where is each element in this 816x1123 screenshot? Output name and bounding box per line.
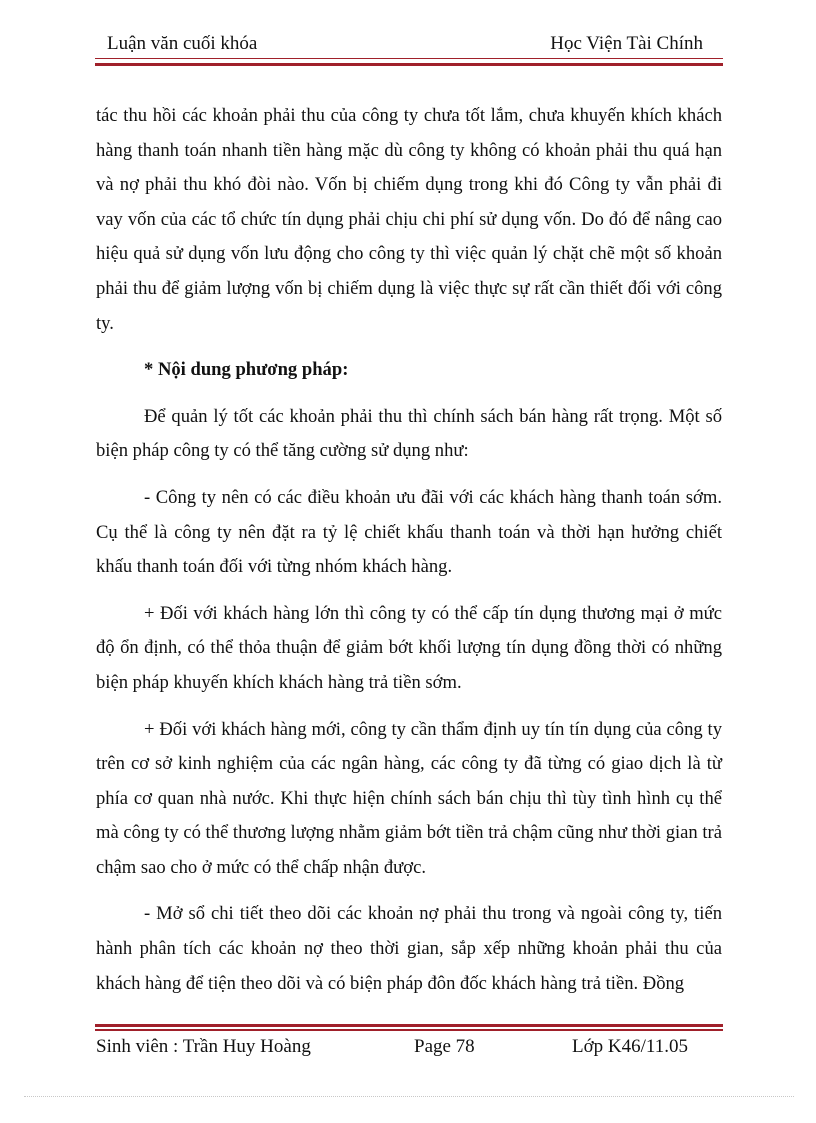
footer-rule-thick [95,1024,723,1027]
page-header [95,30,723,56]
paragraph-new-customers: + Đối với khách hàng mới, công ty cần thẩm định uy tín tín dụng của công ty trên cơ sở kinh nghiệm của các ngân hàng, các công ty đã từng có giao dịch là từ phía cơ quan nhà nước. Khi thực hiện chính sách bán chịu thì tùy tình hình cụ thể mà công ty có thể thương lượng nhằm giảm bớt tiền trả chậm cũng như thời gian trả chậm sao cho ở mức có thể chấp nhận được. [96,718,722,878]
page-bottom-edge [24,1096,794,1097]
paragraph-continuation: tác thu hồi các khoản phải thu của công ty chưa tốt lắm, chưa khuyến khích khách hàng thanh toán nhanh tiền hàng mặc dù công ty không có khoản phải thu quá hạn và nợ phải thu khó đòi nào. Vốn bị chiếm dụng trong khi đó Công ty vẫn phải đi vay vốn của các tổ chức tín dụng phải chịu chi phí sử dụng vốn. Do đó để nâng cao hiệu quả sử dụng vốn lưu động cho công ty thì việc quản lý chặt chẽ một số khoản phải thu để giảm lượng vốn bị chiếm dụng là việc thực sự rất cần thiết đối với công ty. [96,105,722,334]
paragraph-ledger: - Mở sổ chi tiết theo dõi các khoản nợ phải thu trong và ngoài công ty, tiến hành phân tích các khoản nợ theo thời gian, sắp xếp những khoản phải thu của khách hàng để tiện theo dõi và có biện pháp đôn đốc khách hàng trả tiền. Đồng [96,903,722,994]
section-heading: * Nội dung phương pháp: [144,359,349,381]
footer-student-name: Sinh viên : Trần Huy Hoàng [96,1036,311,1057]
header-rule-thin [95,58,723,59]
paragraph-bullet-discounts: - Công ty nên có các điều khoản ưu đãi với các khách hàng thanh toán sớm. Cụ thể là công ty nên đặt ra tỷ lệ chiết khấu thanh toán và thời hạn hưởng chiết khấu thanh toán đối với từng nhóm khách hàng. [96,486,722,578]
header-institution: Học Viện Tài Chính [550,33,703,54]
header-rule-thick [95,63,723,66]
footer-rule-thin [95,1029,723,1031]
footer-class: Lớp K46/11.05 [572,1036,688,1057]
footer-page-number: Page 78 [414,1036,475,1057]
body-text [96,99,722,1001]
page-footer [96,1036,722,1062]
header-thesis-title: Luận văn cuối khóa [107,33,258,54]
paragraph-large-customers: + Đối với khách hàng lớn thì công ty có thể cấp tín dụng thương mại ở mức độ ổn định, có thể thỏa thuận để giảm bớt khối lượng tín dụng đồng thời có những biện pháp khuyến khích khách hàng trả tiền sớm. [96,602,722,693]
paragraph-intro: Để quản lý tốt các khoản phải thu thì chính sách bán hàng rất trọng. Một số biện pháp công ty có thể tăng cường sử dụng như: [96,405,722,462]
